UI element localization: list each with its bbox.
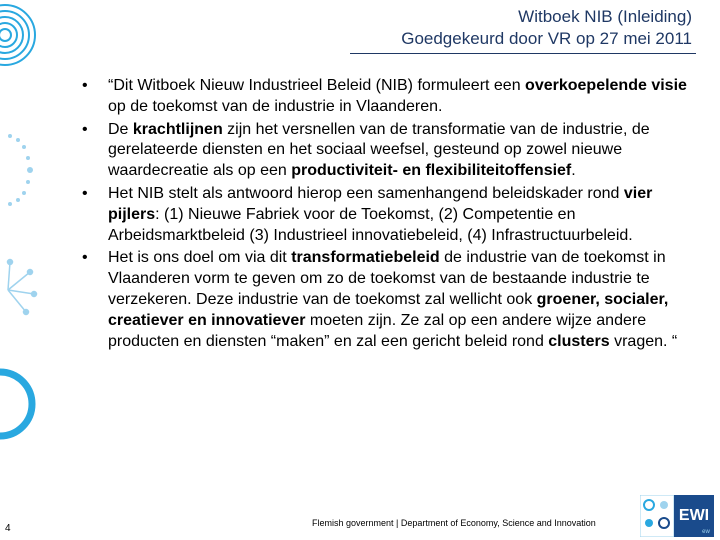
concentric-circles-icon: [0, 5, 35, 65]
bullet-marker: •: [82, 77, 88, 94]
bullet-text-bold: krachtlijnen: [132, 120, 223, 138]
bullet-list: [82, 76, 694, 354]
network-star-icon: [8, 260, 37, 315]
header-title: Witboek NIB (Inleiding): [518, 7, 692, 26]
bullet-text-bold: groener, socialer, creatiever en innovatiever: [108, 290, 669, 329]
bullet-text: : (1) Nieuwe Fabriek voor de Toekomst, (2) Competentie en Arbeidsmarktbeleid (3) Industrieel innovatiebeleid, (4) Infrastructuurbeleid.: [108, 205, 633, 244]
bullet-marker: •: [82, 120, 88, 138]
bullet-text: moeten zijn. Ze zal op een andere wijze andere producten en diensten “maken” en zal een gericht beleid rond: [108, 311, 647, 350]
bullet-text: Het is ons doel om via dit: [108, 249, 292, 267]
logo-subtext: ew: [702, 529, 710, 535]
bullet-text-bold: clusters: [548, 332, 610, 350]
bullet-item: [82, 120, 694, 182]
bullet-item: [82, 184, 694, 246]
bullet-item: [82, 248, 694, 352]
dotted-ring-icon: [8, 134, 33, 206]
footer-text: Flemish government | Department of Economy, Science and Innovation: [312, 518, 596, 528]
page-number: 4: [5, 523, 11, 534]
bullet-item: [82, 76, 694, 118]
bullet-text-bold: vier pijlers: [108, 184, 653, 223]
header-subtitle: Goedgekeurd door VR op 27 mei 2011: [401, 29, 692, 48]
arc-icon: [0, 372, 32, 436]
bullet-text-bold: overkoepelende visie: [525, 77, 687, 94]
ewi-logo: [640, 495, 714, 537]
bullet-text: vragen. “: [609, 332, 678, 350]
bullet-text: .: [571, 162, 576, 180]
bullet-text: zijn het versnellen van de transformatie van de industrie, de gerelateerde diensten en het sociaal weefsel, gesteund op zowel nieuwe waardecreatie als op een: [108, 120, 650, 180]
logo-text: EWI: [678, 507, 710, 524]
bullet-text: de industrie van de toekomst in Vlaanderen vorm te geven om zo de toekomst van de bestaande industrie te verzekeren. Deze industrie van de toekomst zal wellicht ook: [108, 249, 666, 308]
bullet-text: Het NIB stelt als antwoord hierop een samenhangend beleidskader rond: [108, 184, 624, 202]
slide-header: [401, 6, 692, 50]
decorative-left-graphics: [0, 0, 60, 540]
bullet-marker: •: [82, 249, 88, 267]
bullet-marker: •: [82, 184, 88, 202]
bullet-text-bold: transformatiebeleid: [291, 249, 440, 267]
bullet-text: op de toekomst van de industrie in Vlaanderen.: [108, 97, 443, 115]
header-divider: [350, 53, 696, 54]
bullet-text: De: [108, 120, 133, 138]
bullet-text-bold: productiviteit- en flexibiliteitoffensief: [291, 162, 572, 180]
bullet-text: “Dit Witboek Nieuw Industrieel Beleid (NIB) formuleert een: [108, 77, 526, 94]
